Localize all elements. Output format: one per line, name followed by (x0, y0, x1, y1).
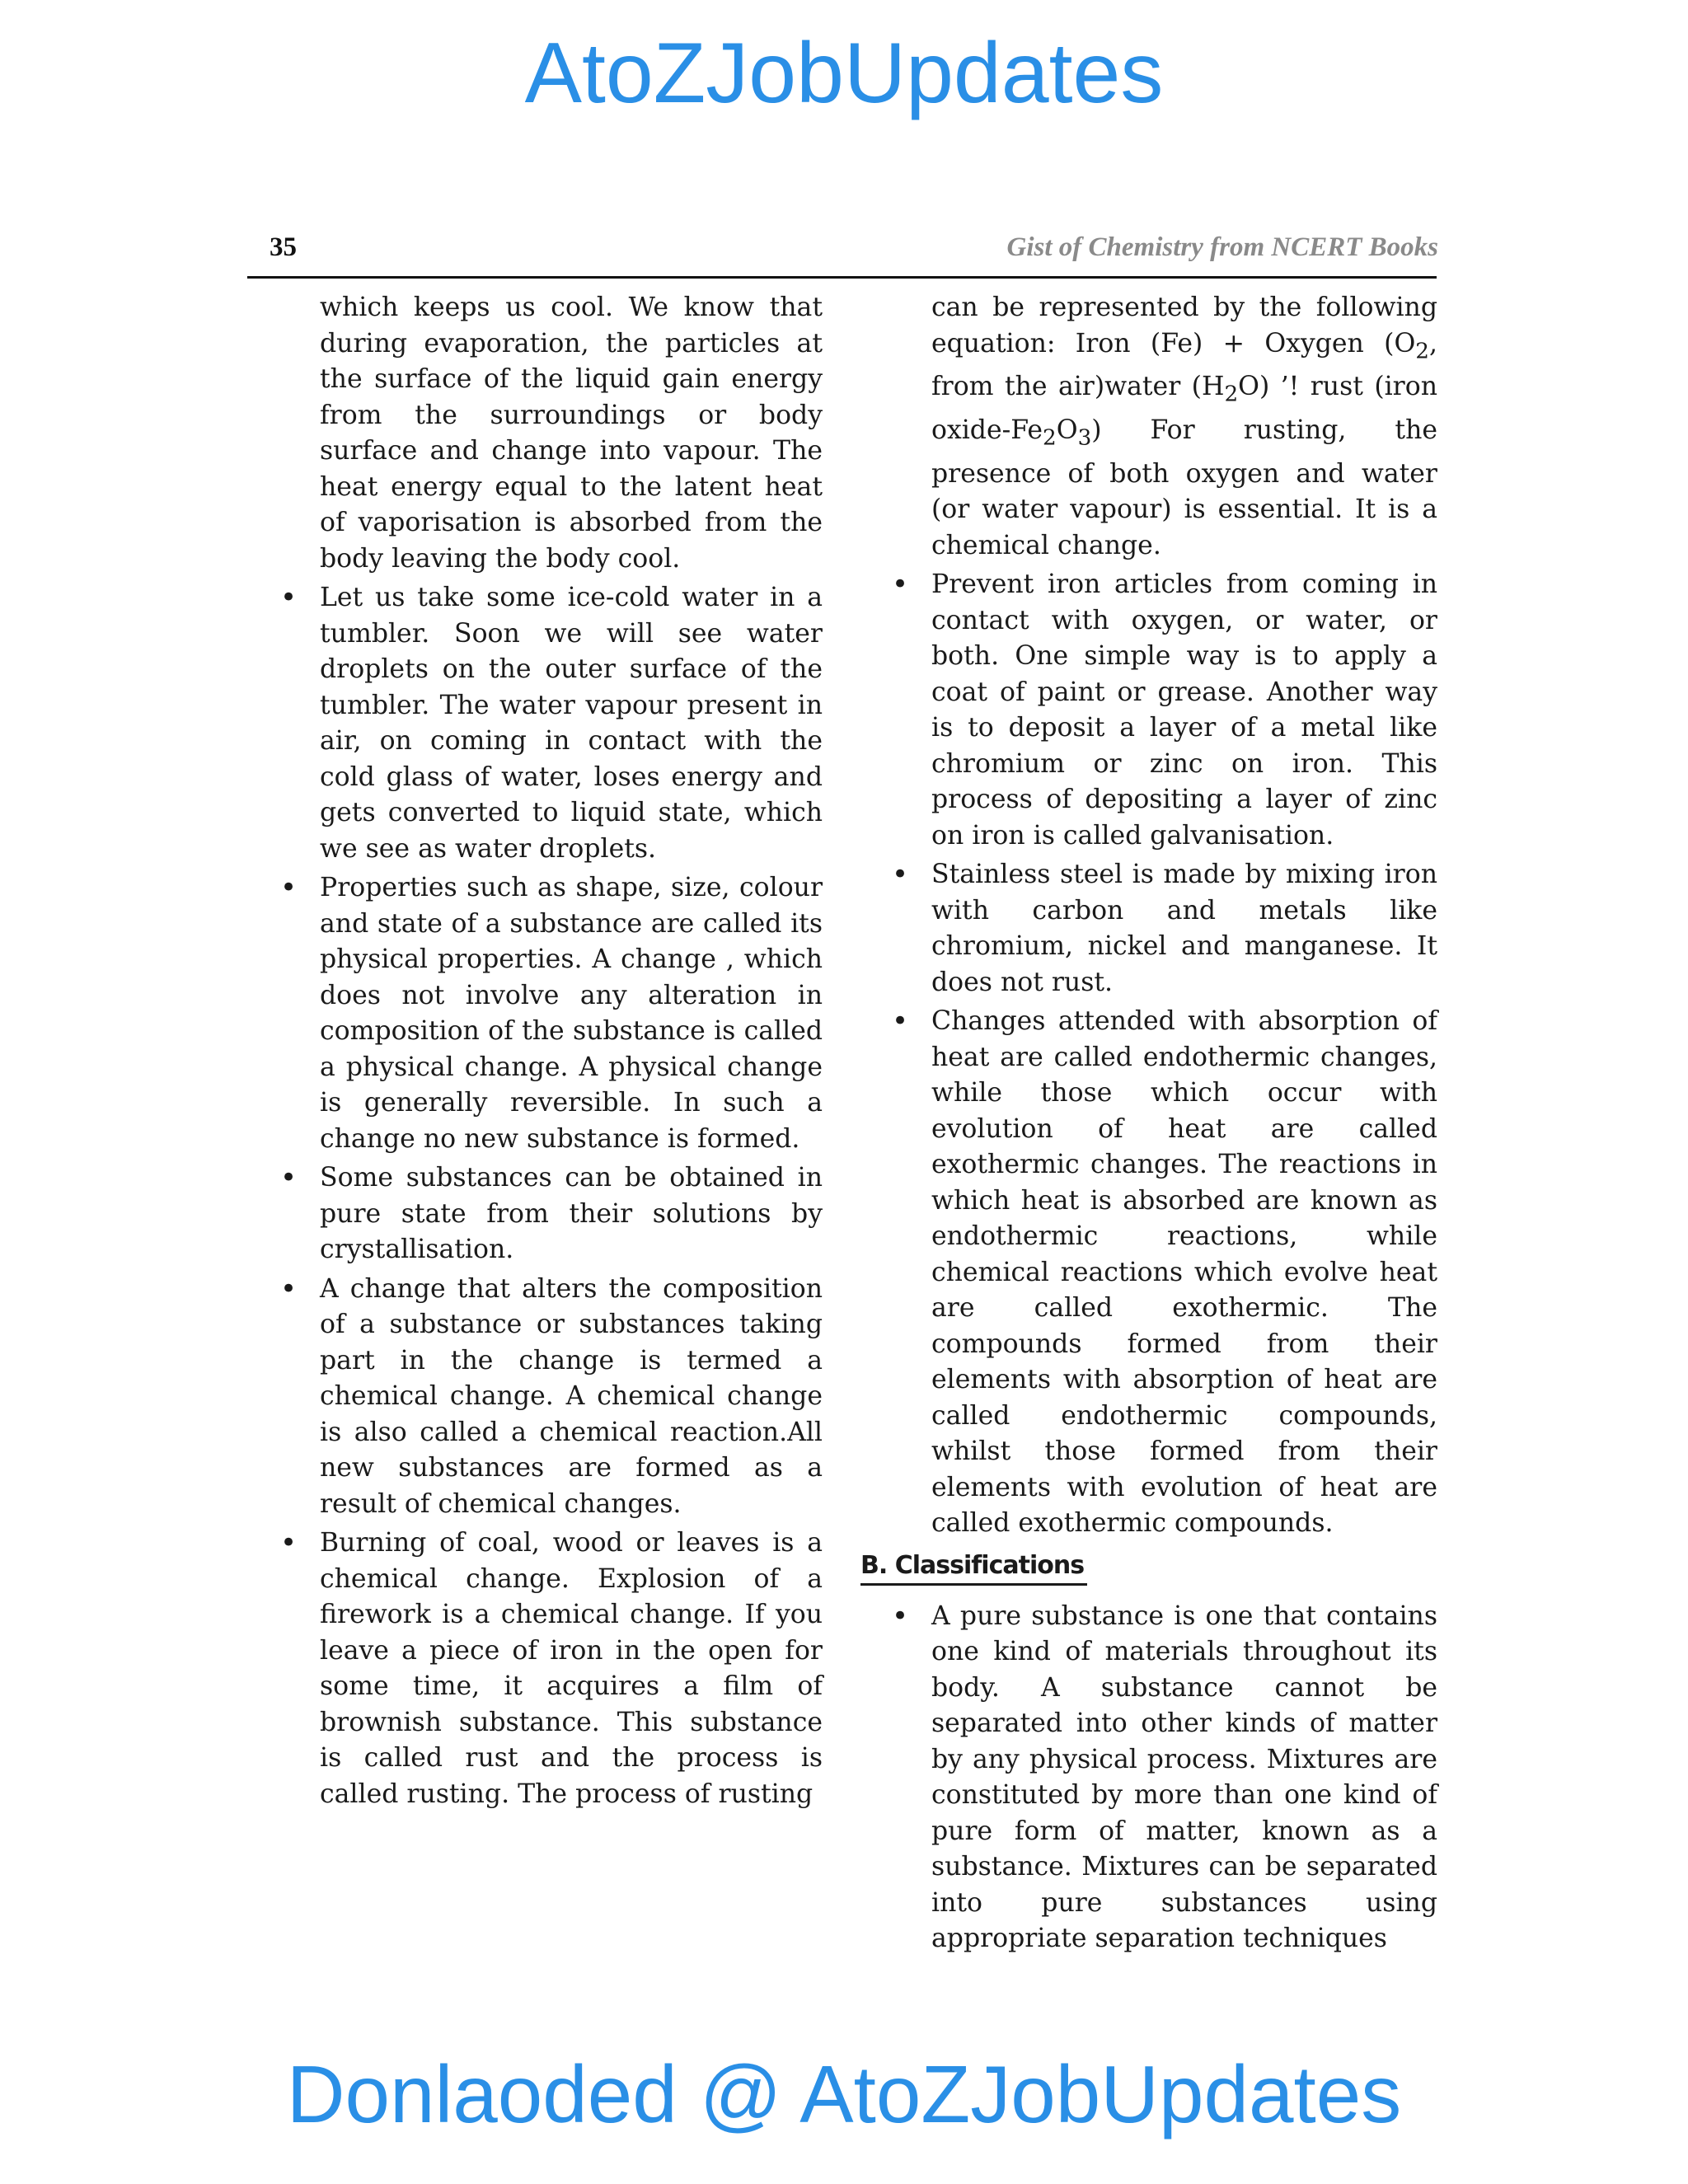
list-item: • Let us take some ice-cold water in a tumbler. Soon we will see water droplets on the outer surface of the tumbler. The water vapour present in air, on coming in contact with the cold glass of water, loses energy and gets converted to liquid state, which we see as water droplets. (280, 581, 823, 864)
list-item: • Some substances can be obtained in pure state from their solutions by crystallisation. (280, 1161, 823, 1264)
list-item: • Properties such as shape, size, colour and state of a substance are called its physical properties. A change , which does not involve any alteration in composition of the substance is called a physical change. A physical change is generally reversible. In such a change no new substance is formed. (280, 871, 823, 1154)
bullet-icon: • (892, 1599, 909, 1633)
continuation-paragraph: can be represented by the following equation: Iron (Fe) + Oxygen ($O_2$, from the air)water $(H_2O)$ ’! rust (iron oxide-$Fe_2O_3$) For rusting, the presence of both oxygen and water (or water vapour) is essential. It is a chemical change. (931, 293, 1437, 560)
bullet-list (892, 567, 1437, 1542)
bullet-icon: • (280, 1526, 298, 1559)
continuation-paragraph: which keeps us cool. We know that during evaporation, the particles at the surface of the liquid gain energy from the surroundings or body surface and change into vapour. The heat energy equal to the latent heat of vaporisation is absorbed from the body leaving the body cool. (320, 293, 823, 574)
bullet-icon: • (280, 871, 298, 904)
right-column (860, 290, 1437, 1961)
watermark-top: AtoZJobUpdates (524, 26, 1164, 121)
header-rule (247, 276, 1437, 279)
list-item: • A change that alters the composition of a substance or substances taking part in the change is termed a chemical change. A chemical change is also called a chemical reaction.All new substances are formed as a result of chemical changes. (280, 1272, 823, 1519)
bullet-list (280, 580, 823, 1812)
watermark-bottom: Donlaoded @ AtoZJobUpdates (286, 2049, 1402, 2139)
running-title: Gist of Chemistry from NCERT Books (1006, 232, 1438, 262)
bullet-icon: • (892, 568, 909, 602)
left-column (280, 290, 823, 1816)
section-heading: B. Classifications (860, 1549, 1087, 1586)
page-header (247, 232, 1451, 275)
bullet-icon: • (280, 1161, 298, 1194)
list-item: • Burning of coal, wood or leaves is a chemical change. Explosion of a firework is a chemical change. If you leave a piece of iron in the open for some time, it acquires a film of brownish substance. This substance is called rust and the process is called rusting. The process of rusting (280, 1526, 823, 1809)
bullet-icon: • (280, 581, 298, 614)
list-item: • Prevent iron articles from coming in contact with oxygen, or water, or both. One simple way is to apply a coat of paint or grease. Another way is to deposit a layer of a metal like chromium or zinc on iron. This process of depositing a layer of zinc on iron is called galvanisation. (892, 568, 1437, 851)
page-number: 35 (270, 232, 297, 262)
section-bullet-list (892, 1599, 1437, 1957)
list-item: • Changes attended with absorption of heat are called endothermic changes, while those which occur with evolution of heat are called exothermic changes. The reactions in which heat is absorbed are known as endothermic reactions, while chemical reactions which evolve heat are called exothermic. The compounds formed from their elements with absorption of heat are called endothermic compounds, whilst those formed from their elements with evolution of heat are called exothermic compounds. (892, 1005, 1437, 1539)
bullet-icon: • (892, 1005, 909, 1038)
bullet-icon: • (280, 1272, 298, 1305)
list-item: • A pure substance is one that contains one kind of materials throughout its body. A substance cannot be separated into other kinds of matter by any physical process. Mixtures are constituted by more than one kind of pure form of matter, known as a substance. Mixtures can be separated into pure substances using appropriate separation techniques (892, 1599, 1437, 1954)
bullet-icon: • (892, 858, 909, 892)
list-item: • Stainless steel is made by mixing iron with carbon and metals like chromium, nickel and manganese. It does not rust. (892, 858, 1437, 997)
